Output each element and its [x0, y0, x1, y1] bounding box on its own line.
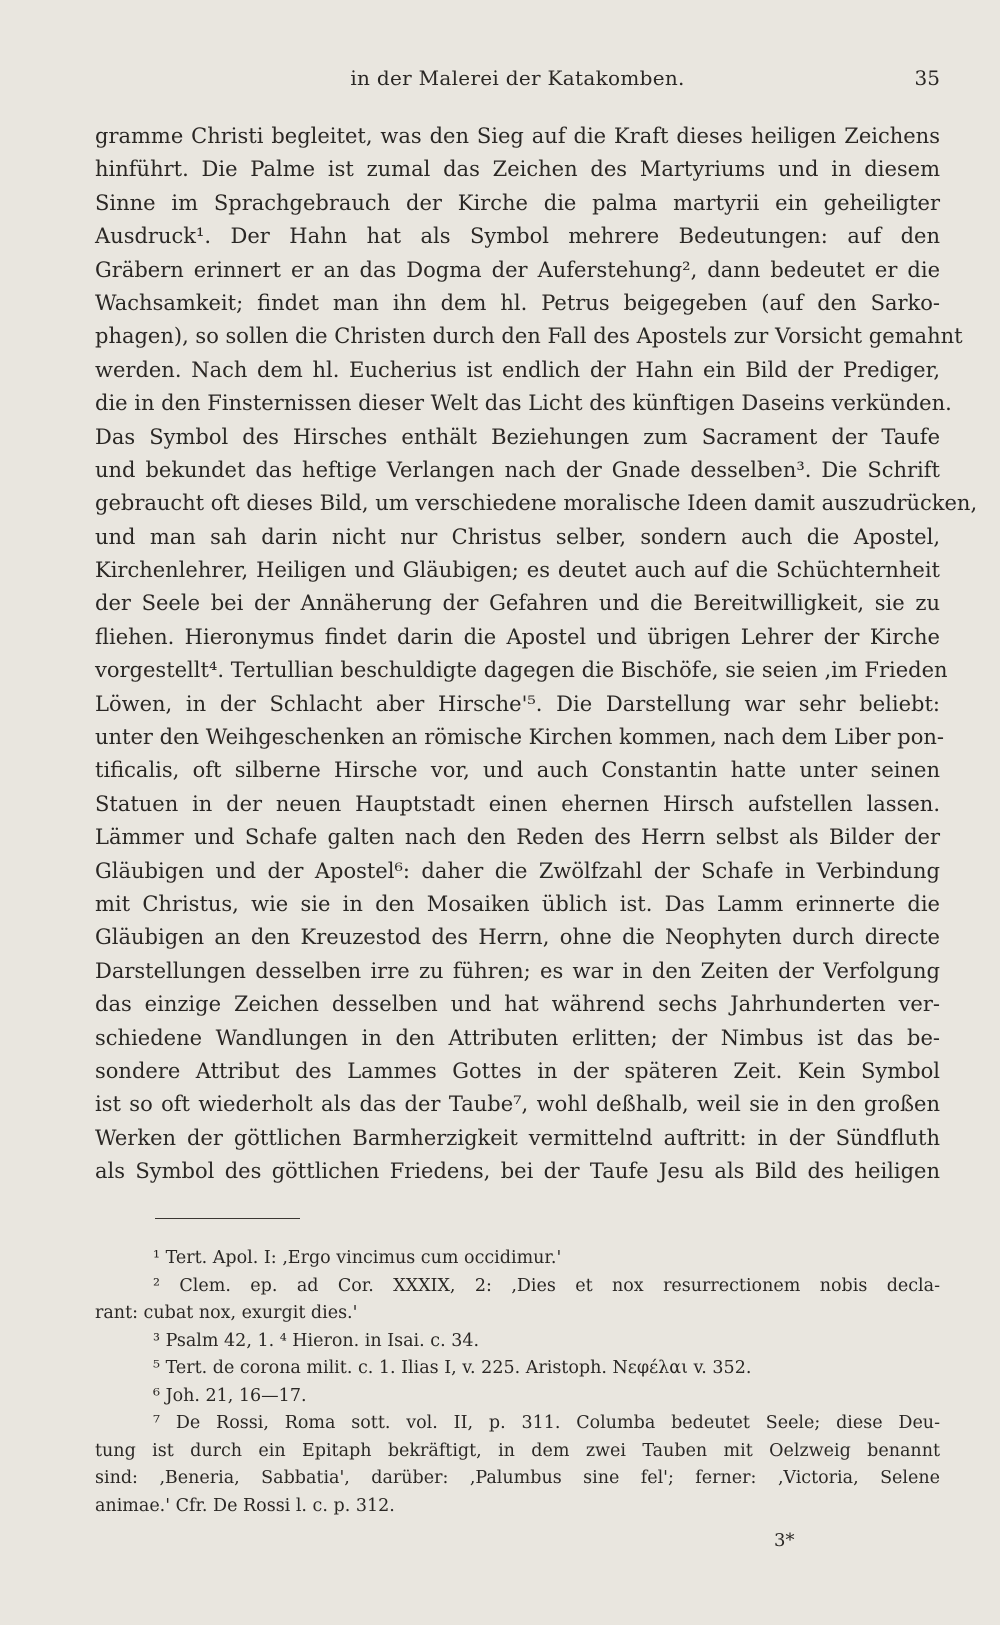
text-line: fliehen. Hieronymus findet darin die Apostel und übrigen Lehrer der Kirche [95, 624, 940, 649]
page-number: 35 [914, 66, 940, 90]
text-line: und man sah darin nicht nur Christus selber, sondern auch die Apostel, [95, 524, 940, 549]
text-line: Ausdruck¹. Der Hahn hat als Symbol mehrere Bedeutungen: auf den [95, 224, 940, 249]
footnote-line: ⁷ De Rossi, Roma sott. vol. II, p. 311. Columba bedeutet Seele; diese Deu- [153, 1413, 940, 1433]
footnote-line: ³ Psalm 42, 1. ⁴ Hieron. in Isai. c. 34. [153, 1330, 480, 1351]
text-line: Gräbern erinnert er an das Dogma der Auferstehung², dann bedeutet er die [95, 257, 940, 282]
footnote-line: ² Clem. ep. ad Cor. XXXIX, 2: ‚Dies et nox resurrectionem nobis decla- [153, 1275, 940, 1296]
text-line: Werken der göttlichen Barmherzigkeit vermittelnd auftritt: in der Sündfluth [95, 1125, 940, 1150]
text-line: der Seele bei der Annäherung der Gefahren und die Bereitwilligkeit, sie zu [95, 591, 940, 616]
text-line: das einzige Zeichen desselben und hat während sechs Jahrhunderten ver- [95, 992, 940, 1017]
text-line: phagen), so sollen die Christen durch den Fall des Apostels zur Vorsicht gemahnt [95, 324, 963, 349]
footnote-separator [155, 1218, 300, 1219]
footnote-line: ⁵ Tert. de corona milit. c. 1. Ilias I, v. 225. Aristoph. Νεφέλαι v. 352. [153, 1358, 752, 1378]
footnote-line: ⁶ Joh. 21, 16—17. [153, 1385, 307, 1406]
text-line: schiedene Wandlungen in den Attributen erlitten; der Nimbus ist das be- [95, 1025, 940, 1050]
text-line: Gläubigen und der Apostel⁶: daher die Zwölfzahl der Schafe in Verbindung [95, 858, 940, 883]
signature-mark: 3* [774, 1530, 795, 1551]
text-line: vorgestellt⁴. Tertullian beschuldigte dagegen die Bischöfe, sie seien ‚im Frieden [95, 658, 948, 683]
footnotes [95, 1245, 940, 1520]
text-line: sondere Attribut des Lammes Gottes in der späteren Zeit. Kein Symbol [95, 1058, 940, 1083]
text-line: Darstellungen desselben irre zu führen; es war in den Zeiten der Verfolgung [95, 958, 940, 983]
footnote-line: rant: cubat nox, exurgit dies.' [95, 1303, 358, 1323]
text-line: die in den Finsternissen dieser Welt das Licht des künftigen Daseins verkünden. [95, 391, 952, 416]
text-line: Wachsamkeit; findet man ihn dem hl. Petrus beigegeben (auf den Sarko- [95, 290, 940, 315]
text-line: Statuen in der neuen Hauptstadt einen ehernen Hirsch aufstellen lassen. [95, 791, 940, 816]
text-line: hinführt. Die Palme ist zumal das Zeichen des Martyriums und in diesem [95, 157, 940, 182]
text-line: tificalis, oft silberne Hirsche vor, und auch Constantin hatte unter seinen [95, 758, 940, 783]
running-header [95, 66, 940, 96]
text-line: Lämmer und Schafe galten nach den Reden des Herrn selbst als Bilder der [95, 825, 940, 850]
text-line: Sinne im Sprachgebrauch der Kirche die palma martyrii ein geheiligter [95, 190, 940, 215]
text-line: als Symbol des göttlichen Friedens, bei der Taufe Jesu als Bild des heiligen [95, 1159, 940, 1184]
footnote-line: animae.' Cfr. De Rossi l. c. p. 312. [95, 1495, 395, 1516]
text-line: und bekundet das heftige Verlangen nach der Gnade desselben³. Die Schrift [95, 457, 940, 482]
text-line: Gläubigen an den Kreuzestod des Herrn, ohne die Neophyten durch directe [95, 925, 940, 950]
text-line: Das Symbol des Hirsches enthält Beziehungen zum Sacrament der Taufe [95, 424, 940, 449]
footnote-line: tung ist durch ein Epitaph bekräftigt, in dem zwei Tauben mit Oelzweig benannt [95, 1440, 940, 1461]
text-line: gebraucht oft dieses Bild, um verschiedene moralische Ideen damit auszudrücken, [95, 491, 978, 516]
footnote-line: ¹ Tert. Apol. I: ‚Ergo vincimus cum occidimur.' [153, 1248, 562, 1268]
text-line: Löwen, in der Schlacht aber Hirsche'⁵. Die Darstellung war sehr beliebt: [95, 691, 940, 716]
text-line: gramme Christi begleitet, was den Sieg auf die Kraft dieses heiligen Zeichens [95, 124, 940, 148]
running-title: in der Malerei der Katakomben. [350, 66, 685, 90]
text-line: Kirchenlehrer, Heiligen und Gläubigen; es deutet auch auf die Schüchternheit [95, 558, 940, 583]
text-line: mit Christus, wie sie in den Mosaiken üblich ist. Das Lamm erinnerte die [95, 891, 940, 916]
text-line: ist so oft wiederholt als das der Taube⁷, wohl deßhalb, weil sie in den großen [95, 1092, 940, 1117]
text-line: unter den Weihgeschenken an römische Kirchen kommen, nach dem Liber pon- [95, 725, 944, 750]
footnote-line: sind: ‚Beneria, Sabbatia', darüber: ‚Palumbus sine fel'; ferner: ‚Victoria, Selene [95, 1468, 940, 1488]
main-text [95, 120, 978, 1189]
text-line: werden. Nach dem hl. Eucherius ist endlich der Hahn ein Bild der Prediger, [95, 357, 940, 382]
